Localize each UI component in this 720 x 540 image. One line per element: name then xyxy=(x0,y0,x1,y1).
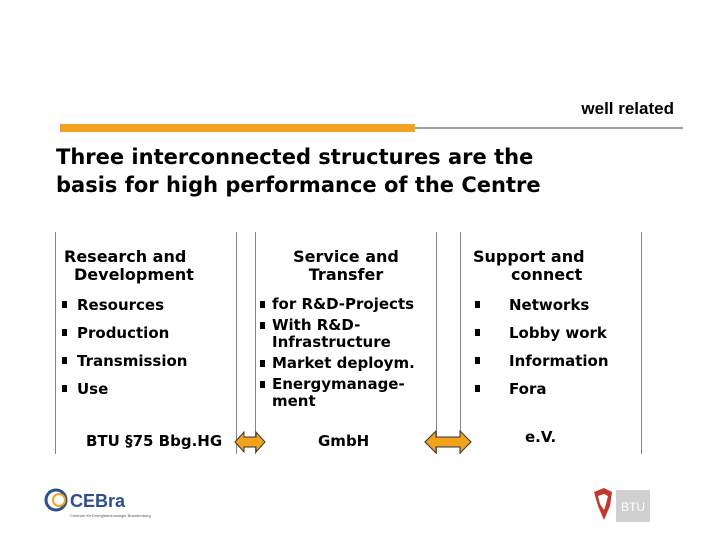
btu-logo xyxy=(588,484,654,528)
service-legal-form: GmbH xyxy=(318,432,370,450)
bullet-icon xyxy=(62,357,67,364)
column-research xyxy=(55,232,237,454)
btu-logo-text: BTU xyxy=(621,500,645,514)
bullet-icon xyxy=(260,322,265,329)
list-item-label: With R&D- xyxy=(272,316,361,334)
double-arrow-icon xyxy=(424,428,472,456)
list-item-label: Market deploym. xyxy=(272,354,415,372)
column-heading xyxy=(64,248,244,284)
list-item xyxy=(62,296,232,324)
support-list xyxy=(475,296,641,408)
divider-line xyxy=(415,127,683,129)
bullet-icon xyxy=(62,385,67,392)
title-line-2: basis for high performance of the Centre xyxy=(56,173,541,197)
list-item xyxy=(260,296,436,313)
list-item xyxy=(475,380,641,408)
cebra-logo-text: CEBra xyxy=(70,491,126,511)
list-item xyxy=(475,352,641,380)
bullet-icon xyxy=(475,329,480,336)
bullet-icon xyxy=(475,301,480,308)
bullet-icon xyxy=(475,385,480,392)
column-heading xyxy=(473,248,653,284)
bullet-icon xyxy=(62,301,67,308)
list-item xyxy=(475,324,641,352)
service-list xyxy=(260,296,436,414)
bullet-icon xyxy=(260,381,265,388)
column-heading-line-1: Research and xyxy=(64,247,187,266)
list-item xyxy=(260,355,436,372)
research-list xyxy=(62,296,232,408)
list-item-label: for R&D-Projects xyxy=(272,295,415,313)
column-heading-line-2: Transfer xyxy=(308,265,384,284)
cebra-logo-subtext: Centrum für Energietechnologie Brandenburg xyxy=(70,513,151,518)
list-item-label: Lobby work xyxy=(509,324,607,342)
bullet-icon xyxy=(260,360,265,367)
column-support xyxy=(460,232,642,454)
list-item xyxy=(62,380,232,408)
list-item-label-cont: Infrastructure xyxy=(272,333,391,351)
bullet-icon xyxy=(475,357,480,364)
list-item-label-cont: ment xyxy=(272,392,316,410)
column-service xyxy=(255,232,437,454)
column-heading-line-1: Support and xyxy=(473,247,585,266)
list-item-label: Energymanage- xyxy=(272,375,405,393)
column-heading-line-2: Development xyxy=(74,265,194,284)
list-item xyxy=(62,352,232,380)
page-title xyxy=(56,143,696,199)
double-arrow-icon xyxy=(234,428,266,456)
list-item-label: Information xyxy=(509,352,609,370)
cebra-logo-icon xyxy=(42,484,151,532)
accent-bar xyxy=(60,124,415,132)
list-item-label: Networks xyxy=(509,296,590,314)
list-item-label: Transmission xyxy=(77,352,188,370)
list-item-label: Production xyxy=(77,324,170,342)
research-legal-form: BTU §75 Bbg.HG xyxy=(86,432,223,450)
column-heading xyxy=(256,248,436,284)
list-item xyxy=(475,296,641,324)
column-heading-line-1: Service and xyxy=(293,247,399,266)
support-legal-form: e.V. xyxy=(525,428,557,446)
list-item xyxy=(260,376,436,410)
column-heading-line-2: connect xyxy=(511,265,583,284)
btu-logo-icon xyxy=(588,484,654,528)
list-item xyxy=(260,317,436,351)
title-line-1: Three interconnected structures are the xyxy=(56,145,534,169)
tagline: well related xyxy=(581,99,674,118)
list-item-label: Use xyxy=(77,380,109,398)
bullet-icon xyxy=(62,329,67,336)
list-item-label: Fora xyxy=(509,380,547,398)
cebra-logo xyxy=(42,484,151,532)
bullet-icon xyxy=(260,301,265,308)
list-item xyxy=(62,324,232,352)
list-item-label: Resources xyxy=(77,296,165,314)
